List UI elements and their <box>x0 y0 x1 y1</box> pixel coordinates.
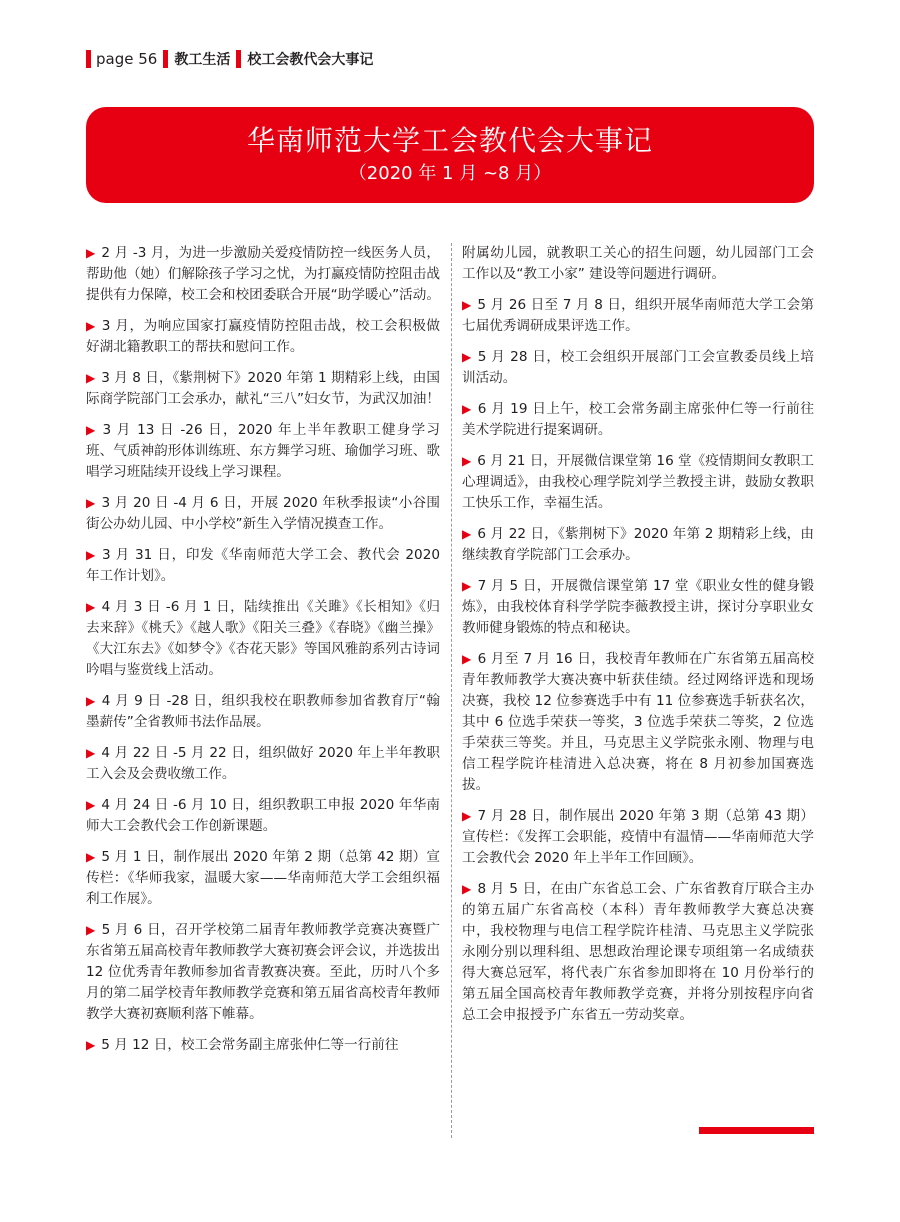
triangle-bullet-icon: ▶ <box>462 350 472 364</box>
timeline-entry <box>462 399 814 441</box>
triangle-bullet-icon: ▶ <box>86 746 96 760</box>
right-column <box>462 243 814 1036</box>
entry-text: 8 月 5 日，在由广东省总工会、广东省教育厅联合主办的第五届广东省高校（本科）青年教师教学大赛总决赛中，我校物理与电信工程学院许桂清、马克思主义学院张永刚分别以理科组、思想政治理论课专项组第一名成绩获得大赛总冠军，将代表广东省参加即将在 10 月份举行的第五届全国高校青年教师教学竞赛，并将分别按程序向省总工会申报授予广东省五一劳动奖章。 <box>462 881 814 1023</box>
triangle-bullet-icon: ▶ <box>462 454 472 468</box>
triangle-bullet-icon: ▶ <box>86 371 96 385</box>
entry-text: 4 月 3 日 -6 月 1 日，陆续推出《关雎》《长相知》《归去来辞》《桃夭》《越人歌》《阳关三叠》《春晓》《幽兰操》《大江东去》《如梦令》《杏花天影》等国风雅韵系列古诗词吟唱与鉴赏线上活动。 <box>86 599 440 678</box>
entry-text: 7 月 28 日，制作展出 2020 年第 3 期（总第 43 期）宣传栏：《发挥工会职能，疫情中有温情——华南师范大学工会教代会 2020 年上半年工作回顾》。 <box>462 808 814 866</box>
running-head <box>86 48 373 70</box>
column-divider <box>451 243 452 1138</box>
timeline-entry <box>462 806 814 869</box>
timeline-entry <box>86 743 440 785</box>
timeline-entry <box>86 920 440 1025</box>
entry-text: 6 月 21 日，开展微信课堂第 16 堂《疫情期间女教职工心理调适》，由我校心理学院刘学兰教授主讲，鼓励女教职工快乐工作，幸福生活。 <box>462 453 814 511</box>
triangle-bullet-icon: ▶ <box>86 423 97 437</box>
timeline-entry <box>86 597 440 681</box>
triangle-bullet-icon: ▶ <box>86 246 96 260</box>
section-name: 教工生活 <box>174 52 231 68</box>
triangle-bullet-icon: ▶ <box>86 600 96 614</box>
entry-text: 4 月 9 日 -28 日，组织我校在职教师参加省教育厅“翰墨薪传”全省教师书法作品展。 <box>86 693 440 730</box>
triangle-bullet-icon: ▶ <box>86 850 96 864</box>
timeline-entry <box>462 576 814 639</box>
triangle-bullet-icon: ▶ <box>462 579 472 593</box>
triangle-bullet-icon: ▶ <box>86 1038 96 1052</box>
timeline-entry <box>462 879 814 1026</box>
timeline-entry <box>86 316 440 358</box>
entry-text: 6 月 22 日，《紫荆树下》2020 年第 2 期精彩上线，由继续教育学院部门工会承办。 <box>462 526 814 563</box>
timeline-entry <box>462 451 814 514</box>
timeline-entry <box>86 545 440 587</box>
triangle-bullet-icon: ▶ <box>86 923 96 937</box>
footer-accent-bar <box>699 1127 814 1134</box>
article-title: 华南师范大学工会教代会大事记 <box>246 124 653 157</box>
entry-text: 6 月至 7 月 16 日，我校青年教师在广东省第五届高校青年教师教学大赛决赛中斩获佳绩。经过网络评选和现场决赛，我校 12 位参赛选手中有 11 位参赛选手斩获名次，其中 6 位选手荣获一等奖，3 位选手荣获二等奖，2 位选手荣获三等奖。并且，马克思主义学院张永刚、物理与电信工程学院许桂清进入总决赛，将在 8 月初参加国赛选拔。 <box>462 651 814 793</box>
triangle-bullet-icon: ▶ <box>86 694 96 708</box>
triangle-bullet-icon: ▶ <box>462 652 472 666</box>
timeline-entry <box>86 420 440 483</box>
continued-entry: 附属幼儿园，就教职工关心的招生问题，幼儿园部门工会工作以及“教工小家” 建设等问题进行调研。 <box>462 245 814 282</box>
triangle-bullet-icon: ▶ <box>462 527 472 541</box>
page-number: page 56 <box>96 50 158 68</box>
triangle-bullet-icon: ▶ <box>86 548 96 562</box>
entry-text: 4 月 22 日 -5 月 22 日，组织做好 2020 年上半年教职工入会及会费收缴工作。 <box>86 745 440 782</box>
article-subtitle: （2020 年 1 月 ~8 月） <box>348 163 552 184</box>
timeline-entry <box>86 847 440 910</box>
entry-text: 4 月 24 日 -6 月 10 日，组织教职工申报 2020 年华南师大工会教代会工作创新课题。 <box>86 797 440 834</box>
timeline-entry <box>86 795 440 837</box>
entry-text: 5 月 6 日，召开学校第二届青年教师教学竞赛决赛暨广东省第五届高校青年教师教学大赛初赛会评会议，并选拔出 12 位优秀青年教师参加省青教赛决赛。至此，历时八个多月的第二届学校青年教师教学竞赛和第五届省高校青年教师教学大赛初赛顺利落下帷幕。 <box>86 922 440 1022</box>
entry-text: 3 月 31 日，印发《华南师范大学工会、教代会 2020 年工作计划》。 <box>86 547 440 584</box>
header-separator <box>236 50 241 68</box>
triangle-bullet-icon: ▶ <box>86 319 96 333</box>
entry-text: 3 月，为响应国家打赢疫情防控阻击战，校工会积极做好湖北籍教职工的帮扶和慰问工作。 <box>86 318 440 355</box>
triangle-bullet-icon: ▶ <box>86 798 96 812</box>
header-separator <box>163 50 168 68</box>
triangle-bullet-icon: ▶ <box>462 809 472 823</box>
entry-text: 7 月 5 日，开展微信课堂第 17 堂《职业女性的健身锻炼》，由我校体育科学学院李薇教授主讲，探讨分享职业女教师健身锻炼的特点和秘诀。 <box>462 578 814 636</box>
header-accent-bar <box>86 50 91 68</box>
timeline-entry <box>86 493 440 535</box>
subsection-name: 校工会教代会大事记 <box>247 52 374 68</box>
entry-text: 3 月 13 日 -26 日，2020 年上半年教职工健身学习班、气质神韵形体训练班、东方舞学习班、瑜伽学习班、歌唱学习班陆续开设线上学习课程。 <box>86 422 441 480</box>
triangle-bullet-icon: ▶ <box>462 882 472 896</box>
timeline-entry <box>462 347 814 389</box>
triangle-bullet-icon: ▶ <box>462 402 472 416</box>
timeline-entry <box>86 691 440 733</box>
entry-text: 6 月 19 日上午，校工会常务副主席张仲仁等一行前往美术学院进行提案调研。 <box>462 401 814 438</box>
entry-text: 5 月 12 日，校工会常务副主席张仲仁等一行前往 <box>101 1037 399 1053</box>
timeline-entry <box>462 524 814 566</box>
entry-text: 3 月 20 日 -4 月 6 日，开展 2020 年秋季报读“小谷围街公办幼儿园、中小学校”新生入学情况摸查工作。 <box>86 495 440 532</box>
entry-text: 3 月 8 日，《紫荆树下》2020 年第 1 期精彩上线，由国际商学院部门工会承办，献礼“三八”妇女节，为武汉加油！ <box>86 370 440 407</box>
entry-text: 5 月 1 日，制作展出 2020 年第 2 期（总第 42 期）宣传栏：《华师我家，温暖大家——华南师范大学工会组织福利工作展》。 <box>86 849 440 907</box>
timeline-entry <box>86 243 440 306</box>
entry-text: 5 月 28 日，校工会组织开展部门工会宣教委员线上培训活动。 <box>462 349 814 386</box>
entry-text: 2 月 -3 月，为进一步激励关爱疫情防控一线医务人员，帮助他（她）们解除孩子学习之忧，为打赢疫情防控阻击战提供有力保障，校工会和校团委联合开展“助学暖心”活动。 <box>86 245 440 303</box>
timeline-entry <box>462 649 814 796</box>
timeline-entry <box>86 1035 440 1056</box>
left-column <box>86 243 440 1066</box>
timeline-entry <box>462 295 814 337</box>
triangle-bullet-icon: ▶ <box>462 298 472 312</box>
entry-text: 5 月 26 日至 7 月 8 日，组织开展华南师范大学工会第七届优秀调研成果评选工作。 <box>462 297 814 334</box>
timeline-entry <box>86 368 440 410</box>
title-banner <box>86 107 814 203</box>
triangle-bullet-icon: ▶ <box>86 496 96 510</box>
